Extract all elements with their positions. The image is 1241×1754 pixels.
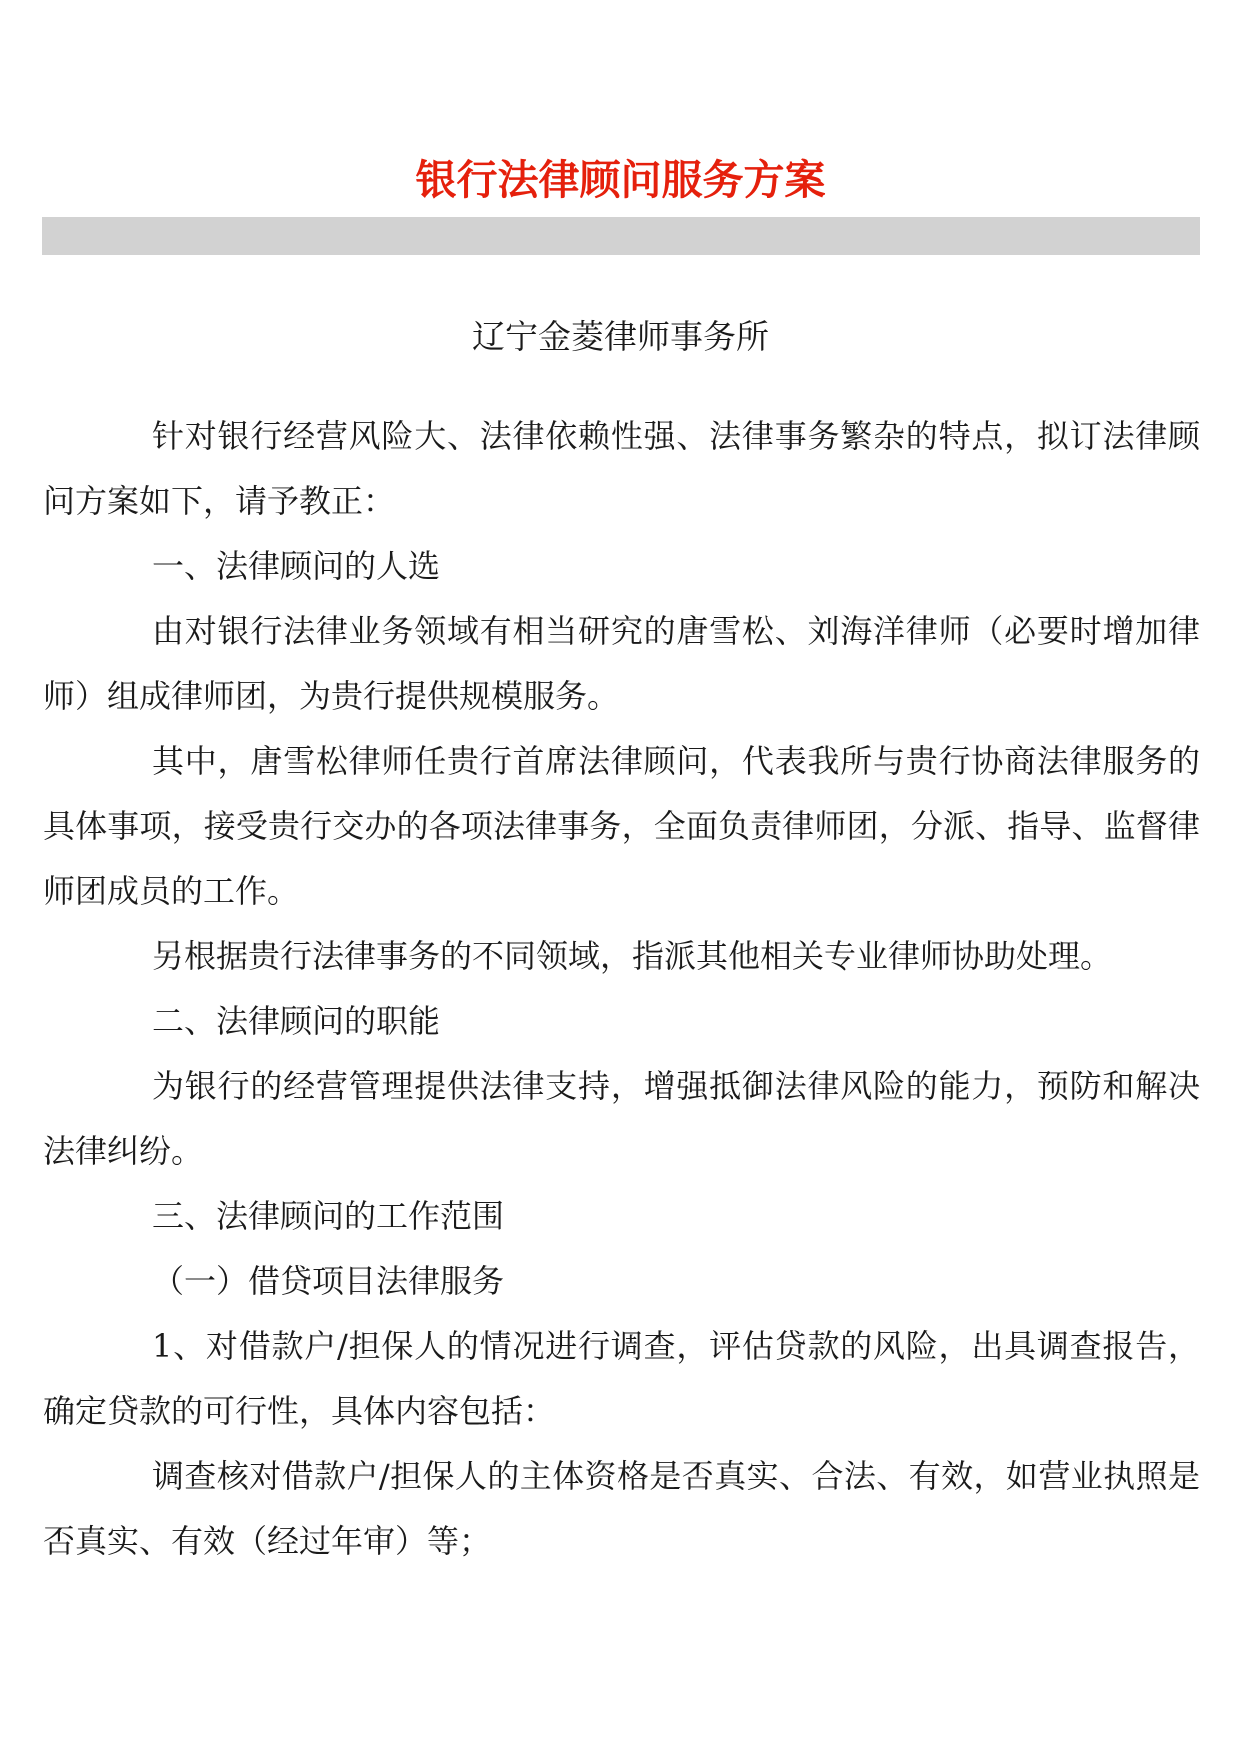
- law-firm-name: 辽宁金菱律师事务所: [472, 317, 769, 356]
- heading-section-2: 二、法律顾问的职能: [152, 1002, 441, 1040]
- paragraph-team: 由对银行法律业务领域有相当研究的唐雪松、刘海洋律师（必要时增加律师）组成律师团，为贵行提供规模服务。: [43, 612, 1200, 715]
- heading-subsection-1: （一）借贷项目法律服务: [152, 1262, 505, 1300]
- heading-section-3: 三、法律顾问的工作范围: [152, 1197, 505, 1235]
- title-divider-bar: [42, 217, 1200, 255]
- heading-section-1: 一、法律顾问的人选: [152, 547, 441, 585]
- document-title: 银行法律顾问服务方案: [415, 156, 826, 204]
- paragraph-intro: 针对银行经营风险大、法律依赖性强、法律事务繁杂的特点，拟订法律顾问方案如下，请予教正：: [43, 417, 1200, 520]
- document-body: [43, 404, 1200, 1574]
- paragraph-chief-counsel: 其中，唐雪松律师任贵行首席法律顾问，代表我所与贵行协商法律服务的具体事项，接受贵行交办的各项法律事务，全面负责律师团，分派、指导、监督律师团成员的工作。: [43, 742, 1200, 910]
- paragraph-item-1-detail: 调查核对借款户/担保人的主体资格是否真实、合法、有效，如营业执照是否真实、有效（经过年审）等；: [43, 1457, 1200, 1560]
- paragraph-functions: 为银行的经营管理提供法律支持，增强抵御法律风险的能力，预防和解决法律纠纷。: [43, 1067, 1200, 1170]
- paragraph-item-1: 1、对借款户/担保人的情况进行调查，评估贷款的风险，出具调查报告，确定贷款的可行性，具体内容包括：: [43, 1327, 1200, 1430]
- paragraph-other-lawyers: 另根据贵行法律事务的不同领域，指派其他相关专业律师协助处理。: [152, 937, 1113, 975]
